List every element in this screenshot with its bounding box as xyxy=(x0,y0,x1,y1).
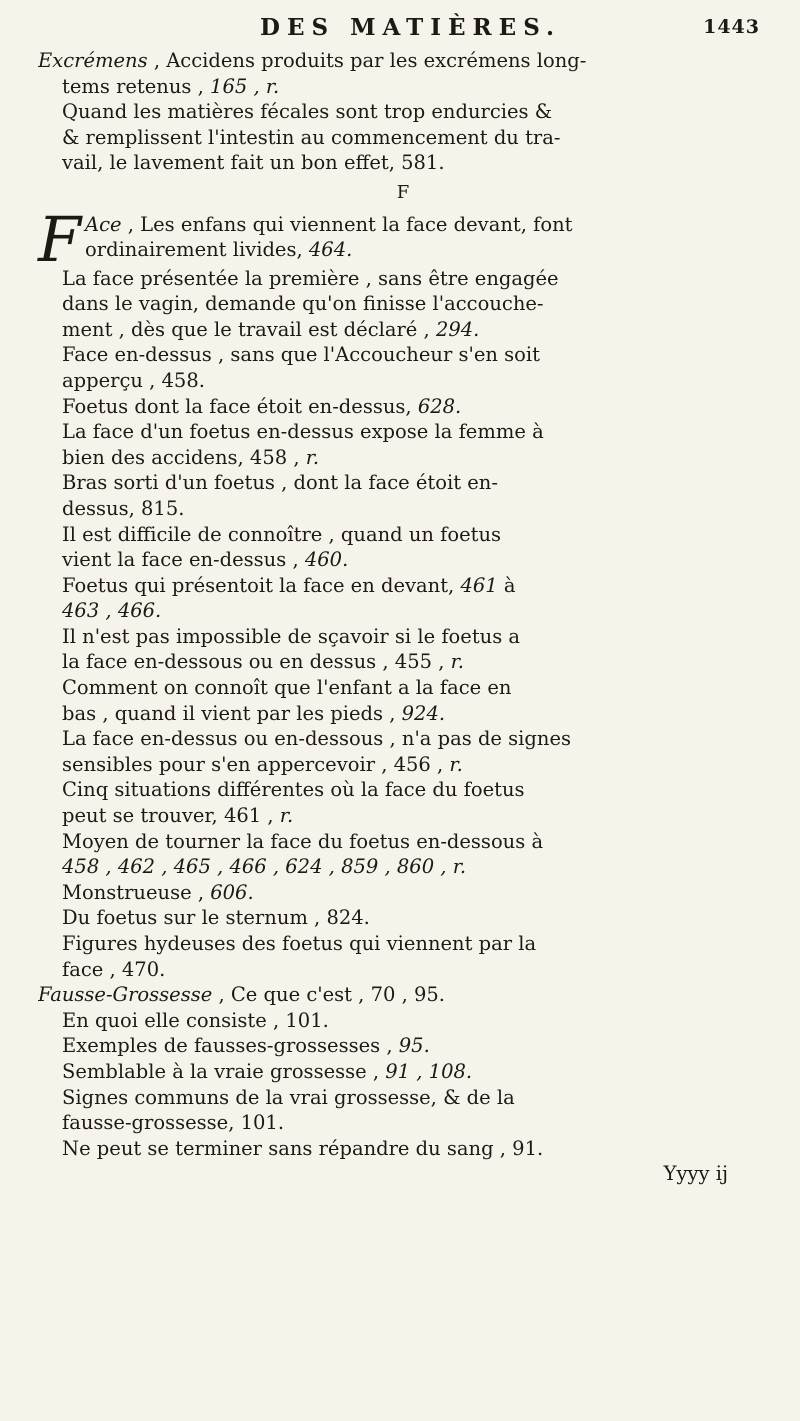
page-header xyxy=(0,14,800,48)
index-entry-line: Cinq situations différentes où la face du foetus xyxy=(62,778,525,802)
index-entry-line: apperçu , 458. xyxy=(62,368,205,392)
index-body xyxy=(38,48,768,1187)
index-entry-line: dessus, 815. xyxy=(62,496,185,520)
index-entry-line: Fausse-Grossesse , Ce que c'est , 70 , 95. xyxy=(38,983,445,1007)
index-entry-line: La face présentée la première , sans être engagée xyxy=(62,266,559,290)
signature-mark: Yyyy ij xyxy=(663,1162,728,1186)
index-entry-line: peut se trouver, 461 , r. xyxy=(62,804,294,828)
index-entry-line: dans le vagin, demande qu'on finisse l'accouche- xyxy=(62,292,544,316)
index-entry-line: Exemples de fausses-grossesses , 95. xyxy=(62,1034,430,1058)
face-heading-line: Ace , Les enfans qui viennent la face devant, font xyxy=(85,212,573,236)
entries-fausse-grossesse xyxy=(38,982,768,1161)
index-entry-line: Du foetus sur le sternum , 824. xyxy=(62,906,370,930)
index-entry-line: Semblable à la vraie grossesse , 91 , 108. xyxy=(62,1059,473,1083)
index-entry-line: Face en-dessus , sans que l'Accoucheur s'en soit xyxy=(62,343,540,367)
section-letter: F xyxy=(396,181,410,203)
index-entry-line: 463 , 466. xyxy=(62,599,162,623)
index-entry-line: Foetus qui présentoit la face en devant, 461 à xyxy=(62,573,516,597)
index-entry-line: Il est difficile de connoître , quand un foetus xyxy=(62,522,502,546)
running-title: DES MATIÈRES. xyxy=(260,14,561,41)
index-entry-line: Monstrueuse , 606. xyxy=(62,880,254,904)
index-entry-line: 458 , 462 , 465 , 466 , 624 , 859 , 860 , r. xyxy=(62,855,467,879)
face-heading-line: ordinairement livides, 464. xyxy=(85,238,353,262)
index-entry-line: Ne peut se terminer sans répandre du sang , 91. xyxy=(62,1136,544,1160)
drop-capital: F xyxy=(38,202,82,276)
index-entry-line: Figures hydeuses des foetus qui viennent par la xyxy=(62,932,537,955)
entries-face xyxy=(38,266,768,983)
index-entry-line: sensibles pour s'en appercevoir , 456 , r. xyxy=(62,752,463,776)
entries-excremens xyxy=(38,48,768,176)
entry-face xyxy=(38,202,768,276)
index-entry-line: Moyen de tourner la face du foetus en-dessous à xyxy=(62,829,544,853)
index-entry-line: En quoi elle consiste , 101. xyxy=(62,1008,329,1032)
index-entry-line: face , 470. xyxy=(62,957,166,981)
index-entry-line: Signes communs de la vrai grossesse, & de la xyxy=(62,1085,515,1109)
page-number: 1443 xyxy=(703,16,760,38)
index-entry-line: vail, le lavement fait un bon effet, 581. xyxy=(62,151,445,175)
index-entry-line: la face en-dessous ou en dessus , 455 , r. xyxy=(62,650,464,674)
index-entry-line: bas , quand il vient par les pieds , 924. xyxy=(62,701,446,725)
index-entry-line: Comment on connoît que l'enfant a la face en xyxy=(62,676,512,700)
index-entry-line: Bras sorti d'un foetus , dont la face étoit en- xyxy=(62,471,498,495)
index-entry-line: bien des accidens, 458 , r. xyxy=(62,445,320,469)
index-entry-line: Excrémens , Accidens produits par les excrémens long- xyxy=(38,49,587,72)
index-entry-line: Foetus dont la face étoit en-dessus, 628. xyxy=(62,394,462,418)
face-heading-lines xyxy=(38,212,768,263)
index-entry-line: La face en-dessus ou en-dessous , n'a pas de signes xyxy=(62,727,571,751)
index-entry-line: La face d'un foetus en-dessus expose la femme à xyxy=(62,420,544,444)
index-entry-line: Il n'est pas impossible de sçavoir si le foetus a xyxy=(62,624,521,648)
index-entry-line: vient la face en-dessus , 460. xyxy=(62,548,349,572)
index-entry-line: fausse-grossesse, 101. xyxy=(62,1111,285,1135)
index-entry-line: Quand les matières fécales sont trop endurcies & xyxy=(62,100,553,124)
index-entry-line: & remplissent l'intestin au commencement du tra- xyxy=(62,125,561,149)
index-entry-line: ment , dès que le travail est déclaré , 294. xyxy=(62,317,480,341)
index-entry-line: tems retenus , 165 , r. xyxy=(62,74,280,98)
